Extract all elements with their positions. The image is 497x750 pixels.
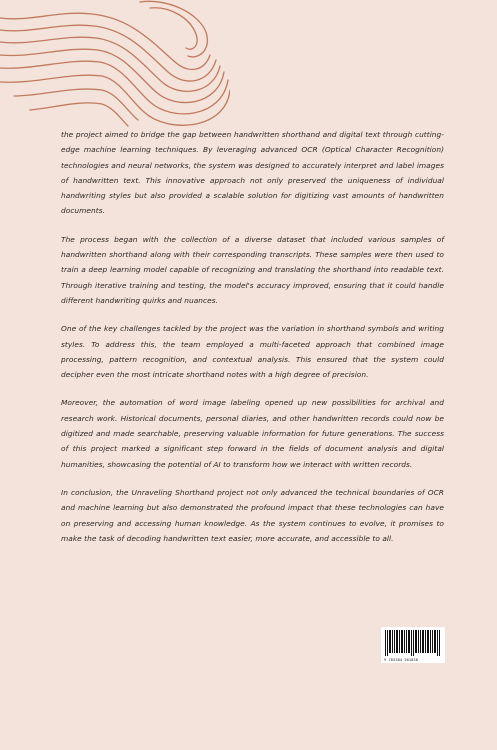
paragraph-1: the project aimed to bridge the gap between handwritten shorthand and digital text through cutting-edge machine learning techniques. By leveraging advanced OCR (Optical Character Recognition) technologies and neural networks, the system was designed to accurately interpret and label images of handwritten text. This innovative approach not only preserved the uniqueness of individual handwriting styles but also provided a scalable solution for digitizing vast amounts of handwritten documents. [61,130,444,216]
paragraph-5: In conclusion, the Unraveling Shorthand project not only advanced the technical boundaries of OCR and machine learning but also demonstrated the profound impact that these technologies can have on preserving and accessing human knowledge. As the system continues to evolve, it promises to make the task of decoding handwritten text easier, more accurate, and accessible to all. [61,487,444,543]
barcode [381,627,445,663]
body-text [61,127,444,559]
swirl-lines-icon [0,0,230,140]
barcode-digits: 9 783384 261838 [384,658,418,662]
paragraph-2: The process began with the collection of a diverse dataset that included various samples of handwritten shorthand along with their corresponding transcripts. These samples were then used to train a deep learning model capable of recognizing and translating the shorthand into readable text. Through iterative training and testing, the model's accuracy improved, ensuring that it could handle different handwriting quirks and nuances. [61,234,444,305]
barcode-icon [385,630,441,656]
paragraph-4: Moreover, the automation of word image labeling opened up new possibilities for archival and research work. Historical documents, personal diaries, and other handwritten records could now be digitized and made searchable, preserving valuable information for future generations. The success of this project marked a significant step forward in the fields of document analysis and digital humanities, showcasing the potential of AI to transform how we interact with written records. [61,398,444,469]
paragraph-3: One of the key challenges tackled by the project was the variation in shorthand symbols and writing styles. To address this, the team employed a multi-faceted approach that combined image processing, pattern recognition, and contextual analysis. This ensured that the system could decipher even the most intricate shorthand notes with a high degree of precision. [61,324,444,380]
